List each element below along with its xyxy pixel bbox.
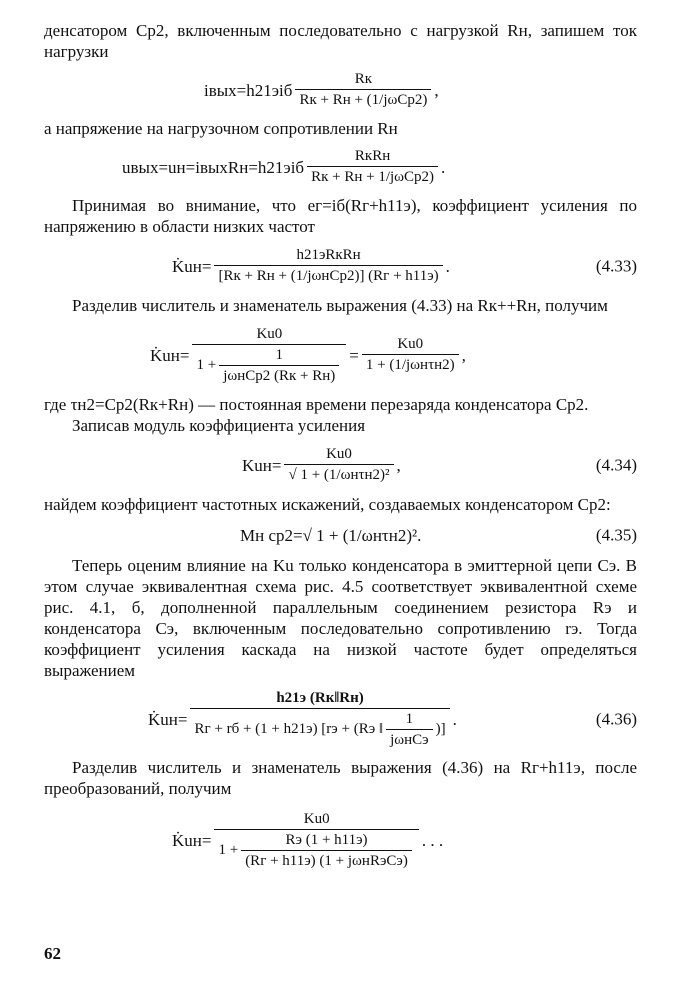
inner-denominator: (Rг + h11э) (1 + jωнRэCэ) [241,850,412,870]
equation-uout [44,139,637,195]
equation-number: (4.33) [595,256,637,276]
equation-number: (4.34) [595,455,637,475]
equation-body: Mн ср2=√ 1 + (1/ωнτн2)². [240,525,422,545]
denominator: 1 + (1/jωнτн2) [362,354,459,374]
equation-number: (4.35) [595,525,637,545]
paragraph-8: Теперь оценим влияние на Ku только конденсатора в эмиттерной цепи Cэ. В этом случае эквивалентная схема рис. 4.5 соответствует эквивалентной схеме рис. 4.1, б, дополненной параллельным соединением резистора Rэ и конденсатора Cэ, включенным последовательно сопротивлению rэ. Тогда коэффициент усиления каскада на низкой частоте будет определяться выражением [44,556,637,680]
fraction [307,148,438,186]
denominator: [Rк + Rн + (1/jωнCр2)] (Rг + h11э) [214,265,442,285]
denominator [192,344,346,385]
fraction-outer [190,690,449,749]
equation-tail: , [434,80,439,100]
equation-lhs: Kuн= [242,455,282,475]
paragraph-2: а напряжение на нагрузочном сопротивлении Rн [44,119,398,138]
fraction-inner [219,347,339,385]
denominator-prefix: Rг + rб + (1 + h21э) [rэ + (Rэ ‖ [194,721,384,737]
equation-4-36 [44,681,637,757]
denominator [190,708,449,749]
equation-tail: . [452,709,457,729]
equation-lhs: iвых=h21эiб [204,80,293,100]
equation-tail: . [441,157,446,177]
fraction-outer [192,326,346,385]
fraction-right [362,336,459,374]
equation-iout [44,62,637,118]
denominator [214,829,418,870]
equation-4-34 [44,436,637,494]
paragraph-4: Разделив числитель и знаменатель выражения (4.33) на Rк++Rн, получим [72,296,608,315]
equation-lhs: K̇uн= [150,345,190,365]
equation-tail: . [445,256,450,276]
fraction [284,446,393,484]
numerator: RкRн [354,148,391,164]
numerator: Ku0 [326,446,352,462]
equals-sign: = [349,345,359,365]
denominator-prefix: 1 + [196,357,217,373]
paragraph-6: Записав модуль коэффициента усиления [72,416,366,435]
fraction [295,71,431,109]
equation-tail: . . . [421,830,444,850]
fraction-outer [214,811,418,870]
numerator: Rк [354,71,373,87]
numerator: Ku0 [397,336,424,352]
denominator-prefix: 1 + [218,842,239,858]
numerator: Ku0 [303,810,330,827]
equation-lhs: K̇uн= [172,256,212,276]
paragraph-3: Принимая во внимание, что eг=iб(Rг+h11э), коэффициент усиления по напряжению в области низких частот [44,196,637,236]
equation-4-33 [44,237,637,295]
equation-lhs: uвых=uн=iвыхRн=h21эiб [122,157,305,177]
paragraph-1: денсатором Cр2, включенным последовательно с нагрузкой Rн, запишем ток нагрузки [44,21,637,61]
equation-tail: , [461,345,466,365]
inner-denominator: jωнCр2 (Rк + Rн) [219,365,339,385]
equation-final [44,799,637,881]
fraction-inner [241,832,412,870]
denominator-suffix: )] [435,721,446,737]
equation-4-35 [44,515,637,555]
fraction [214,247,442,285]
numerator: Ku0 [256,325,283,342]
inner-numerator: 1 [275,346,283,363]
equation-tail: , [396,455,401,475]
numerator: h21эRкRн [296,247,361,263]
inner-numerator: Rэ (1 + h11э) [285,831,368,848]
equation-k0 [44,316,637,394]
paragraph-5: где τн2=Cр2(Rк+Rн) — постоянная времени перезаряда конденсатора Cр2. [44,395,589,414]
equation-lhs: K̇uн= [148,709,188,729]
denominator: Rк + Rн + 1/jωCр2) [307,166,438,186]
equation-number: (4.36) [595,709,637,729]
inner-denominator: jωнCэ [386,729,433,749]
paragraph-9: Разделив числитель и знаменатель выражения (4.36) на Rг+h11э, после преобразований, получим [44,758,637,798]
numerator: h21э (Rк‖Rн) [276,689,364,706]
denominator: Rк + Rн + (1/jωCр2) [295,89,431,109]
paragraph-7: найдем коэффициент частотных искажений, создаваемых конденсатором Cр2: [44,495,611,514]
fraction-inner [386,711,433,749]
denominator: √ 1 + (1/ωнτн2)² [284,464,393,484]
equation-lhs: K̇uн= [172,830,212,850]
page-number: 62 [44,944,61,963]
inner-numerator: 1 [405,710,414,727]
